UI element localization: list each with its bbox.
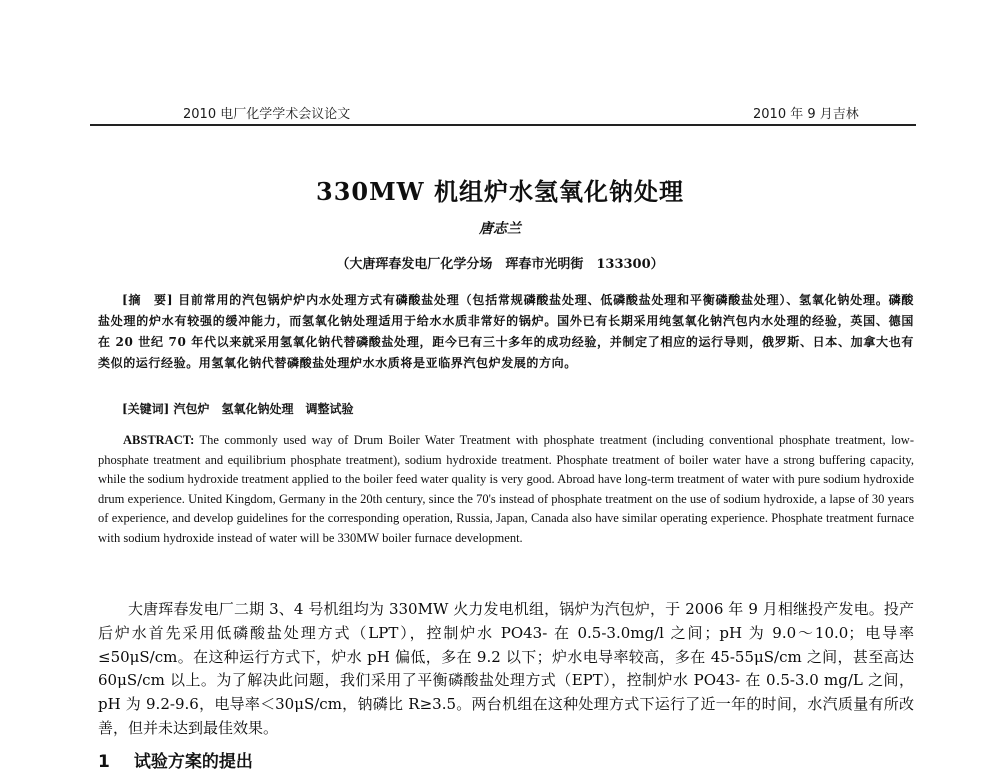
header-left: 2010 电厂化学学术会议论文 [183, 107, 351, 122]
author: 唐志兰 [479, 221, 521, 237]
body-paragraph: 大唐珲春发电厂二期 3、4 号机组均为 330MW 火力发电机组，锅炉为汽包炉，于 2006 年 9 月相继投产发电。投产后炉水首先采用低磷酸盐处理方式（LPT），控制炉水 PO43- 在 0.5-3.0mg/l 之间；pH 为 9.0～10.0；电导率≤50μS/cm。在这种运行方式下，炉水 pH 偏低，多在 9.2 以下；炉水电导率较高，多在 45-55μS/cm 之间，甚至高达 60μS/cm 以上。为了解决此问题，我们采用了平衡磷酸盐处理方式（EPT），控制炉水 PO43- 在 0.5-3.0 mg/L 之间，pH 为 9.2-9.6，电导率＜30μS/cm，钠磷比 R≥3.5。两台机组在这种处理方式下运行了近一年的时间，水汽质量有所改善，但并未达到最佳效果。 [98, 600, 914, 737]
keywords [122, 400, 354, 417]
affiliation: （大唐珲春发电厂化学分场 珲春市光明街 133300） [336, 257, 664, 272]
keywords-text: 汽包炉 氢氧化钠处理 调整试验 [173, 402, 354, 416]
header-right: 2010 年 9 月吉林 [753, 107, 859, 122]
abstract-en [98, 431, 914, 549]
paper-title: 330MW 机组炉水氢氧化钠处理 [316, 177, 684, 206]
abstract-en-text: The commonly used way of Drum Boiler Water Treatment with phosphate treatment (including conventional phosphate treatment, low-phosphate treatment and equilibrium phosphate treatment), sodium hydroxide treatment. Phosphate treatment of boiler water have a strong buffering capacity, while the sodium hydroxide treatment applied to the boiler feed water quality is very good. Abroad have long-term treatment of water with pure sodium hydroxide drum experience. United Kingdom, Germany in the 20th century, since the 70's instead of phosphate treatment on the use of sodium hydroxide, a lapse of 30 years of experience, and develop guidelines for the corresponding operation, Russia, Japan, Canada also have similar operating experience. Phosphate treatment furnace with sodium hydroxide instead of water will be 330MW boiler furnace development. [98, 433, 914, 545]
abstract-cn [98, 290, 914, 374]
abstract-cn-label: [摘 要] [122, 293, 174, 307]
section-title: 试验方案的提出 [133, 752, 253, 772]
header-rule [90, 124, 916, 126]
abstract-en-label: ABSTRACT: [123, 433, 195, 447]
section-number: 1 [98, 752, 110, 772]
abstract-cn-text: 目前常用的汽包锅炉炉内水处理方式有磷酸盐处理（包括常规磷酸盐处理、低磷酸盐处理和平衡磷酸盐处理）、氢氧化钠处理。磷酸盐处理的炉水有较强的缓冲能力，而氢氧化钠处理适用于给水水质非常好的锅炉。国外已有长期采用纯氢氧化钠汽包内水处理的经验，英国、德国在 20 世纪 70 年代以来就采用氢氧化钠代替磷酸盐处理，距今已有三十多年的成功经验，并制定了相应的运行导则，俄罗斯、日本、加拿大也有类似的运行经验。用氢氧化钠代替磷酸盐处理炉水水质将是亚临界汽包炉发展的方向。 [98, 293, 915, 370]
keywords-label: [关键词] [122, 402, 170, 416]
